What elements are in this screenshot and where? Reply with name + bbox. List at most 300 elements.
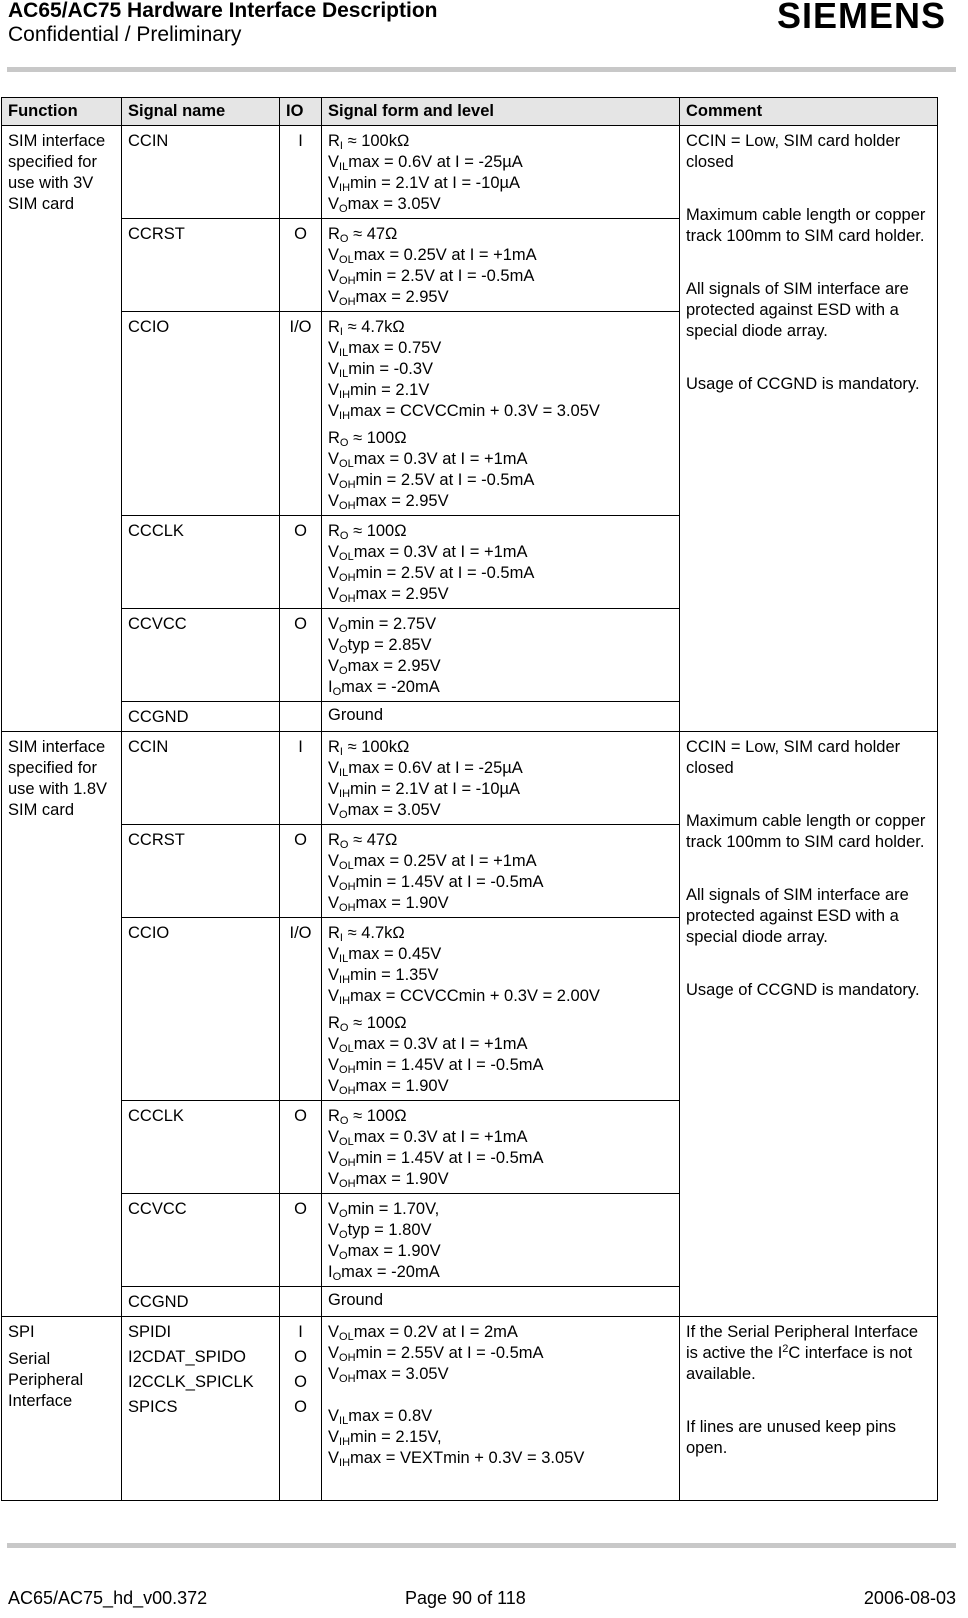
level-symbol: V	[328, 780, 340, 798]
level-symbol: Ground	[328, 706, 384, 724]
signal-level-line	[328, 428, 673, 449]
signal-level-line	[328, 1127, 673, 1148]
signal-level-line	[328, 131, 673, 152]
function-cell	[2, 1317, 122, 1501]
level-text: ≈ 100Ω	[348, 429, 407, 447]
table-body	[2, 126, 938, 1501]
level-symbol: V	[328, 1128, 340, 1146]
level-subscript: O	[332, 686, 342, 698]
signal-name-cell: CCGND	[122, 702, 280, 732]
signal-level-line	[328, 1148, 673, 1169]
level-symbol: V	[328, 1149, 340, 1167]
level-subscript: O	[339, 1250, 348, 1262]
signal-name-cell: CCCLK	[122, 1101, 280, 1194]
level-symbol: R	[328, 429, 340, 447]
level-subscript: IL	[339, 953, 349, 965]
level-symbol: V	[328, 450, 340, 468]
signal-level-line	[328, 1034, 673, 1055]
level-text: ≈ 4.7kΩ	[342, 318, 405, 336]
level-text: max = 2.95V	[355, 492, 449, 510]
level-subscript: I	[339, 326, 343, 338]
signal-level-cell	[322, 918, 680, 1101]
level-symbol: V	[328, 1242, 340, 1260]
level-text: max = 0.3V at I = +1mA	[353, 543, 528, 561]
io-value: O	[294, 1398, 307, 1416]
comment-superscript: 2	[782, 1343, 789, 1355]
level-symbol: V	[328, 585, 340, 603]
signal-level-line	[328, 1406, 673, 1427]
level-subscript: IL	[339, 767, 349, 779]
level-symbol: V	[328, 966, 340, 984]
signal-level-line	[328, 224, 673, 245]
comment-paragraph	[686, 1322, 931, 1385]
level-text: max = 3.05V	[355, 1365, 449, 1383]
level-subscript: OL	[339, 860, 354, 872]
signal-name-cell	[122, 1317, 280, 1501]
signal-level-cell	[322, 126, 680, 219]
signal-level-cell	[322, 1194, 680, 1287]
document-subtitle: Confidential / Preliminary	[8, 23, 242, 46]
signal-name-cell: CCRST	[122, 825, 280, 918]
signal-name: SPIDI	[128, 1323, 172, 1341]
level-text: max = 3.05V	[347, 195, 441, 213]
level-symbol: V	[328, 657, 340, 675]
level-text: min = 2.75V	[347, 615, 437, 633]
level-symbol: V	[328, 288, 340, 306]
signal-level-cell	[322, 312, 680, 516]
comment-paragraph: Maximum cable length or copper track 100mm to SIM card holder.	[686, 206, 926, 245]
siemens-logo: SIEMENS	[776, 0, 946, 36]
level-text: min = 2.1V at I = -10µA	[350, 780, 521, 798]
signal-name-cell: CCIN	[122, 126, 280, 219]
level-subscript: O	[339, 203, 348, 215]
level-symbol: I	[328, 1263, 333, 1281]
interface-spec-table	[1, 97, 938, 1501]
level-text: max = 0.3V at I = +1mA	[353, 1035, 528, 1053]
signal-level-line	[328, 584, 673, 605]
level-text: min = 1.45V at I = -0.5mA	[355, 1056, 544, 1074]
signal-level-line	[328, 401, 673, 422]
signal-name-cell: CCIO	[122, 312, 280, 516]
level-symbol: V	[328, 1428, 340, 1446]
level-subscript: O	[339, 623, 348, 635]
level-subscript: OL	[339, 1331, 354, 1343]
level-symbol: V	[328, 1449, 340, 1467]
level-subscript: OH	[339, 500, 356, 512]
level-symbol: V	[328, 471, 340, 489]
signal-level-line	[328, 1013, 673, 1034]
function-description: Serial Peripheral Interface	[8, 1350, 84, 1410]
signal-level-line	[328, 1169, 673, 1190]
level-text: ≈ 4.7kΩ	[342, 924, 405, 942]
footer-page-number: Page 90 of 118	[405, 1588, 526, 1608]
io-value: I	[298, 1323, 303, 1341]
signal-level-line	[328, 491, 673, 512]
level-text: min = 1.45V at I = -0.5mA	[355, 1149, 544, 1167]
level-symbol: I	[328, 678, 333, 696]
signal-level-line	[328, 656, 673, 677]
table-row	[2, 126, 938, 219]
level-text: max = 1.90V	[355, 1170, 449, 1188]
signal-level-line	[328, 1364, 673, 1385]
signal-level-line	[328, 1199, 673, 1220]
level-symbol: R	[328, 318, 340, 336]
signal-name-cell: CCCLK	[122, 516, 280, 609]
level-subscript: OL	[339, 1043, 354, 1055]
signal-level-line	[328, 1448, 673, 1469]
level-text: min = 1.70V,	[347, 1200, 440, 1218]
signal-level-cell	[322, 1287, 680, 1317]
level-subscript: OH	[339, 572, 356, 584]
footer-date: 2006-08-03	[863, 1588, 956, 1608]
level-text: ≈ 100Ω	[348, 1014, 407, 1032]
level-subscript: IH	[339, 995, 351, 1007]
io-cell: O	[280, 825, 322, 918]
level-subscript: OH	[339, 1157, 356, 1169]
comment-text: If the Serial Peripheral Interface is active the I	[686, 1323, 919, 1362]
table-row	[2, 732, 938, 825]
signal-name: I2CCLK_SPICLK	[128, 1373, 254, 1391]
signal-level-line	[328, 194, 673, 215]
level-symbol: V	[328, 267, 340, 285]
level-text: max = 0.75V	[348, 339, 442, 357]
signal-level-line	[328, 380, 673, 401]
level-subscript: IH	[339, 1457, 351, 1469]
signal-level-line	[328, 737, 673, 758]
level-subscript: IH	[339, 410, 351, 422]
level-text: typ = 2.85V	[347, 636, 432, 654]
level-text: min = 2.15V,	[350, 1428, 442, 1446]
level-subscript: IL	[339, 347, 349, 359]
level-symbol: V	[328, 636, 340, 654]
level-subscript: IL	[339, 368, 349, 380]
level-subscript: IH	[339, 1436, 351, 1448]
signal-level-line	[328, 779, 673, 800]
level-text: max = 0.3V at I = +1mA	[353, 450, 528, 468]
column-header-function: Function	[2, 98, 122, 126]
level-symbol: R	[328, 924, 340, 942]
comment-paragraph: All signals of SIM interface are protected against ESD with a special diode array.	[686, 280, 909, 340]
level-symbol: V	[328, 1056, 340, 1074]
level-text: max = 0.8V	[348, 1407, 433, 1425]
signal-level-line	[328, 758, 673, 779]
signal-level-line	[328, 1220, 673, 1241]
level-subscript: OH	[339, 1352, 356, 1364]
level-symbol: V	[328, 360, 340, 378]
signal-name-cell: CCIO	[122, 918, 280, 1101]
level-text: ≈ 100Ω	[348, 1107, 407, 1125]
level-subscript: OH	[339, 1085, 356, 1097]
signal-level-cell	[322, 732, 680, 825]
level-symbol: R	[328, 132, 340, 150]
level-text: max = 1.90V	[355, 1077, 449, 1095]
level-subscript: OH	[339, 1064, 356, 1076]
level-subscript: OH	[339, 1373, 356, 1385]
signal-level-line	[328, 1343, 673, 1364]
level-symbol: R	[328, 1107, 340, 1125]
level-text: max = 0.6V at I = -25µA	[348, 759, 523, 777]
signal-level-line	[328, 1106, 673, 1127]
signal-name-cell: CCGND	[122, 1287, 280, 1317]
level-symbol: V	[328, 246, 340, 264]
header-rule	[7, 67, 956, 72]
level-text: ≈ 100kΩ	[342, 738, 410, 756]
signal-level-line	[328, 965, 673, 986]
signal-level-cell	[322, 1101, 680, 1194]
level-text: max = 1.90V	[355, 894, 449, 912]
level-subscript: IL	[339, 1415, 349, 1427]
signal-level-line	[328, 449, 673, 470]
comment-cell	[680, 732, 938, 1317]
level-symbol: R	[328, 738, 340, 756]
comment-cell	[680, 126, 938, 732]
level-symbol: V	[328, 195, 340, 213]
signal-level-cell	[322, 702, 680, 732]
signal-level-line	[328, 542, 673, 563]
signal-level-line	[328, 614, 673, 635]
io-cell: I/O	[280, 312, 322, 516]
signal-level-line	[328, 944, 673, 965]
level-symbol: Ground	[328, 1291, 384, 1309]
level-text: max = 0.6V at I = -25µA	[348, 153, 523, 171]
level-text: max = 2.95V	[355, 585, 449, 603]
level-text: min = 2.1V	[350, 381, 430, 399]
level-symbol: V	[328, 759, 340, 777]
signal-level-line	[328, 1241, 673, 1262]
io-cell: O	[280, 1101, 322, 1194]
level-text: max = 1.90V	[347, 1242, 441, 1260]
level-symbol: R	[328, 831, 340, 849]
signal-level-cell	[322, 516, 680, 609]
level-text: max = 0.45V	[348, 945, 442, 963]
signal-level-line	[328, 677, 673, 698]
level-text: max = 0.25V at I = +1mA	[353, 852, 537, 870]
level-subscript: O	[339, 530, 349, 542]
level-text: ≈ 100Ω	[348, 522, 407, 540]
io-cell: I	[280, 126, 322, 219]
level-text: min = 2.5V at I = -0.5mA	[355, 471, 535, 489]
function-title: SPI	[8, 1323, 35, 1341]
signal-level-line	[328, 1427, 673, 1448]
comment-paragraph: All signals of SIM interface are protected against ESD with a special diode array.	[686, 886, 909, 946]
level-subscript: I	[339, 140, 343, 152]
level-text: max = -20mA	[341, 678, 440, 696]
comment-paragraph: Usage of CCGND is mandatory.	[686, 375, 920, 393]
level-symbol: R	[328, 225, 340, 243]
level-symbol: V	[328, 1323, 340, 1341]
signal-level-cell	[322, 1317, 680, 1501]
comment-text: C interface is not available.	[686, 1344, 913, 1383]
level-text: max = CCVCCmin + 0.3V = 3.05V	[350, 402, 600, 420]
level-symbol: V	[328, 1365, 340, 1383]
level-text: min = -0.3V	[348, 360, 434, 378]
table-header-row	[2, 98, 938, 126]
level-text: min = 1.35V	[350, 966, 439, 984]
io-cell	[280, 702, 322, 732]
signal-level-line	[328, 986, 673, 1007]
level-symbol: V	[328, 339, 340, 357]
level-subscript: O	[339, 839, 349, 851]
io-cell: O	[280, 516, 322, 609]
level-symbol: V	[328, 492, 340, 510]
signal-name-cell: CCIN	[122, 732, 280, 825]
level-symbol: V	[328, 801, 340, 819]
table-row	[2, 1317, 938, 1501]
comment-paragraph: CCIN = Low, SIM card holder closed	[686, 738, 901, 777]
signal-level-line	[328, 338, 673, 359]
signal-level-line	[328, 635, 673, 656]
signal-level-line	[328, 1076, 673, 1097]
function-cell: SIM interface specified for use with 1.8V SIM card	[2, 732, 122, 1317]
signal-name: SPICS	[128, 1398, 178, 1416]
level-subscript: O	[339, 437, 349, 449]
signal-level-line	[328, 563, 673, 584]
io-cell	[280, 1317, 322, 1501]
level-text: min = 2.1V at I = -10µA	[350, 174, 521, 192]
level-symbol: V	[328, 153, 340, 171]
level-subscript: OH	[339, 479, 356, 491]
signal-level-line	[328, 1322, 673, 1343]
signal-level-line	[328, 705, 673, 726]
level-subscript: IL	[339, 161, 349, 173]
signal-level-line	[328, 521, 673, 542]
signal-level-line	[328, 1290, 673, 1311]
comment-cell	[680, 1317, 938, 1501]
signal-level-line	[328, 1262, 673, 1283]
level-symbol: V	[328, 402, 340, 420]
level-text: ≈ 47Ω	[348, 831, 398, 849]
level-symbol: V	[328, 381, 340, 399]
level-symbol: V	[328, 1170, 340, 1188]
level-text: min = 2.5V at I = -0.5mA	[355, 267, 535, 285]
level-symbol: V	[328, 1221, 340, 1239]
level-text: min = 2.5V at I = -0.5mA	[355, 564, 535, 582]
level-text: max = CCVCCmin + 0.3V = 2.00V	[350, 987, 600, 1005]
footer-rule	[7, 1543, 956, 1548]
signal-level-cell	[322, 825, 680, 918]
level-subscript: IH	[339, 182, 351, 194]
level-text: max = 0.25V at I = +1mA	[353, 246, 537, 264]
level-text: max = VEXTmin + 0.3V = 3.05V	[350, 1449, 585, 1467]
level-symbol: V	[328, 1344, 340, 1362]
column-header-comment: Comment	[680, 98, 938, 126]
signal-level-cell	[322, 219, 680, 312]
level-subscript: OL	[339, 551, 354, 563]
signal-level-line	[328, 800, 673, 821]
level-text: max = 2.95V	[347, 657, 441, 675]
level-subscript: OL	[339, 254, 354, 266]
document-title: AC65/AC75 Hardware Interface Description	[8, 0, 438, 22]
level-subscript: I	[339, 746, 343, 758]
level-subscript: O	[339, 1208, 348, 1220]
level-subscript: IH	[339, 389, 351, 401]
column-header-signal-name: Signal name	[122, 98, 280, 126]
level-subscript: IH	[339, 974, 351, 986]
level-symbol: V	[328, 894, 340, 912]
level-subscript: O	[339, 1115, 349, 1127]
level-symbol: V	[328, 945, 340, 963]
column-header-io: IO	[280, 98, 322, 126]
level-subscript: O	[339, 233, 349, 245]
level-subscript: O	[339, 665, 348, 677]
level-text: typ = 1.80V	[347, 1221, 432, 1239]
signal-level-line	[328, 359, 673, 380]
io-cell	[280, 1287, 322, 1317]
level-text: min = 2.55V at I = -0.5mA	[355, 1344, 544, 1362]
level-subscript: I	[339, 932, 343, 944]
signal-level-line	[328, 173, 673, 194]
io-cell: O	[280, 609, 322, 702]
signal-level-line	[328, 245, 673, 266]
io-cell: O	[280, 219, 322, 312]
level-symbol: V	[328, 987, 340, 1005]
level-subscript: OH	[339, 1178, 356, 1190]
level-symbol: V	[328, 1035, 340, 1053]
level-subscript: OH	[339, 593, 356, 605]
comment-paragraph: Maximum cable length or copper track 100mm to SIM card holder.	[686, 812, 926, 851]
level-text: max = -20mA	[341, 1263, 440, 1281]
level-symbol: V	[328, 564, 340, 582]
io-value: O	[294, 1348, 307, 1366]
signal-level-cell	[322, 609, 680, 702]
level-symbol: V	[328, 852, 340, 870]
function-cell: SIM interface specified for use with 3V SIM card	[2, 126, 122, 732]
level-subscript: OH	[339, 881, 356, 893]
signal-level-line	[328, 266, 673, 287]
level-symbol: V	[328, 543, 340, 561]
io-value: O	[294, 1373, 307, 1391]
level-subscript: OL	[339, 1136, 354, 1148]
level-symbol: V	[328, 174, 340, 192]
level-text: ≈ 47Ω	[348, 225, 398, 243]
level-subscript: OL	[339, 458, 354, 470]
level-text: ≈ 100kΩ	[342, 132, 410, 150]
signal-name: I2CDAT_SPIDO	[128, 1348, 246, 1366]
level-symbol: V	[328, 1077, 340, 1095]
level-subscript: O	[339, 1229, 348, 1241]
signal-level-line	[328, 287, 673, 308]
comment-paragraph: If lines are unused keep pins open.	[686, 1418, 897, 1457]
io-cell: O	[280, 1194, 322, 1287]
signal-level-line	[328, 152, 673, 173]
io-cell: I	[280, 732, 322, 825]
level-text: max = 3.05V	[347, 801, 441, 819]
signal-level-line	[328, 923, 673, 944]
level-symbol: V	[328, 1407, 340, 1425]
level-text: max = 0.3V at I = +1mA	[353, 1128, 528, 1146]
level-symbol: R	[328, 522, 340, 540]
level-symbol: R	[328, 1014, 340, 1032]
level-subscript: O	[339, 644, 348, 656]
io-cell: I/O	[280, 918, 322, 1101]
level-subscript: IH	[339, 788, 351, 800]
footer-doc-id: AC65/AC75_hd_v00.372	[8, 1588, 208, 1608]
comment-paragraph: CCIN = Low, SIM card holder closed	[686, 132, 901, 171]
signal-name-cell: CCVCC	[122, 1194, 280, 1287]
level-subscript: O	[332, 1271, 342, 1283]
level-subscript: O	[339, 1022, 349, 1034]
level-symbol: V	[328, 615, 340, 633]
signal-level-line	[328, 872, 673, 893]
level-subscript: OH	[339, 275, 356, 287]
comment-paragraph: Usage of CCGND is mandatory.	[686, 981, 920, 999]
signal-name-cell: CCRST	[122, 219, 280, 312]
signal-level-line	[328, 830, 673, 851]
column-header-signal-form: Signal form and level	[322, 98, 680, 126]
level-block-gap	[328, 1385, 673, 1406]
level-subscript: OH	[339, 902, 356, 914]
level-symbol: V	[328, 1200, 340, 1218]
